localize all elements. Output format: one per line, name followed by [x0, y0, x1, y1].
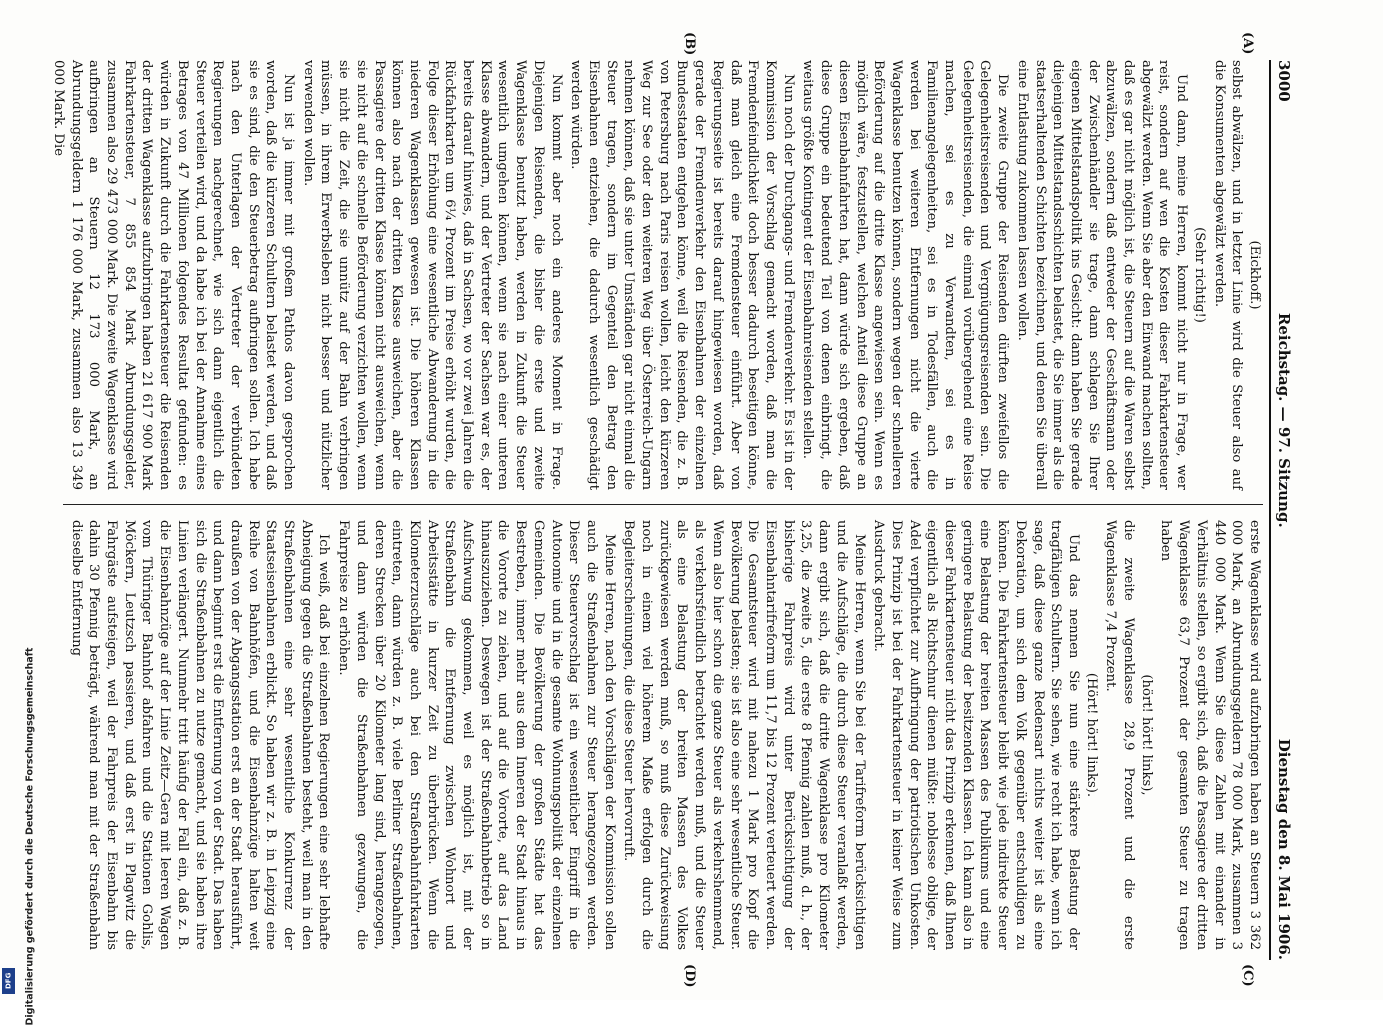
interjection: (hört! hört! links), [1138, 674, 1154, 796]
margin-marker-d: (D) [682, 964, 697, 988]
rotated-page-content [47, 32, 1297, 988]
paragraph: Nun noch der Durchgangs- und Fremdenverkehr. Es ist in der Kommission der Vorschlag gemacht worden, daß man die Fremdenfeindlichkeit doch besser dadurch beseitigen könne, daß man gleich eine Fremdensteuer einführt. Aber von Regierungsseite ist bereits darauf hingewiesen worden, daß gerade der Fremdenverkehr den Eisenbahnen der einzelnen Bundesstaaten entgehen könne, weil die Reisenden, die z. B. von Petersburg nach Paris reisen wollen, leicht den kürzeren Weg zur See oder den weiteren Weg über Österreich-Ungarn nehmen können, daß sie unter Umständen gar nicht einmal die Steuer tragen, sondern im Gegenteil den Betrag den Eisenbahnen entziehen, die dadurch wesentlich geschädigt werden würden. [568, 60, 796, 490]
margin-marker-a: (A) [1240, 32, 1255, 55]
funding-notice: Digitalisierung gefördert durch die Deutsche Forschungsgemeinschaft [24, 647, 36, 1026]
paragraph: erste Wagenklasse wird aufzubringen haben an Steuern 3 362 000 Mark, an Abrundungsgeldern 78 000 Mark, zusammen 3 440 000 Mark. Wenn Sie diese Zahlen mit einander in Verhältnis stellen, so ergibt sich, daß die Passagiere der dritten Wagenklasse 63,7 Prozent der gesamten Steuer zu tragen haben [1158, 520, 1262, 950]
speaker-name: (Eickhoff.) [1247, 240, 1262, 310]
paragraph: Ich weiß, daß bei einzelnen Regierungen eine sehr lebhafte Abneigung gegen die Straßenbahnen besteht, weil man in den Straßenbahnen eine sehr wesentliche Konkurrenz der Staatseisenbahnen erblickt. So haben wir z. B. in Leipzig eine Reihe von Bahnhöfen, und die Eisenbahnzüge halten weit draußen von der Abgangsstation erst an der Stadt herausführt, und dann beginnt erst die Entfernung von der Stadt. Das haben sich die Straßenbahnen zu nutze gemacht, und sie haben ihre Linien verlängert. Nunmehr tritt häufig der Fall ein, daß z. B. die Eisenbahnzüge auf der Linie Zeitz—Gera mit leeren Wagen vom Thüringer Bahnhof abfahren und die Stationen Gohlis, Möckern, Leutzsch passieren, und daß erst in Plagwitz die Fahrgäste aufsteigen, weil der Fahrpreis der Eisenbahn bis dahin 30 Pfennig beträgt, während man mit der Straßenbahn dieselbe Entfernung [68, 520, 332, 950]
digitization-footer [0, 140, 36, 1026]
page-header [1269, 60, 1297, 960]
right-column [63, 520, 1263, 950]
paragraph: Meine Herren, wenn Sie bei der Tarifreform berücksichtigen und die Aufschläge, die durch diese Steuer veranlaßt werden, dann ergibt sich, daß die dritte Wagenklasse pro Kilometer 3,25, die zweite 5, die erste 8 Pfennig zahlen muß, d. h., der bisherige Fahrpreis wird unter Berücksichtigung der Eisenbahntarifreform um 11,7 bis 12 Prozent verteuert werden. Die Gesamtsteuer wird mit nahezu 1 Mark pro Kopf die Bevölkerung belasten; sie ist also eine sehr wesentliche Steuer. Wenn also hier schon die ganze Steuer als verkehrshemmend, als verkehrsfeindlich betrachtet werden muß, und die Steuer als eine Belastung der breiten Massen des Volkes zurückgewiesen werden muß, so muß diese Zurückweisung noch in einem viel höherem Maße erfolgen durch die Begleiterscheinungen, die diese Steuer hervorruft. [621, 520, 867, 950]
margin-marker-b: (B) [682, 32, 697, 56]
page-date: Dienstag den 8. Mai 1906. [1275, 738, 1293, 960]
page-title: Reichstag. — 97. Sitzung. [1275, 312, 1293, 528]
column-divider [63, 504, 1263, 505]
paragraph: Und das nennen Sie nun eine stärkere Belastung der tragfähigen Schultern. Sie sehen, wie recht ich habe, wenn ich sage, daß diese ganze Redensart nichts weiter ist als eine Dekoration, um sich dem Volk gegenüber entschuldigen zu können. Die Fahrkartensteuer bleibt wie jede indirekte Steuer eine Belastung der breiten Massen des Publikums und eine geringere Belastung der besitzenden Klassen. Ich kann also in dieser Fahrkartensteuer nicht das Prinzip erkennen, daß Ihnen eigentlich als Richtschnur dienen müßte: noblesse oblige, der Adel verpflichtet zur Aufbringung der patriotischen Unkosten. Dies Prinzip ist bei der Fahrkartensteuer in keiner Weise zum Ausdruck gebracht. [871, 520, 1081, 950]
paragraph: Nun ist ja immer mit großem Pathos davon gesprochen worden, daß die kürzeren Schultern belastet werden, und daß sie es sind, die den Steuerbetrag aufbringen sollen. Ich habe nach den Unterlagen der Vertreter der verbündeten Regierungen nachgerechnet, wie sich dann eigentlich die Steuer verteilen wird, und da habe ich bei der Annahme eines Betrages von 47 Millionen folgendes Resultat gefunden: es würden in Zukunft durch die Fahrkartensteuer die Reisenden der dritten Wagenklasse aufzubringen haben 21 617 900 Mark Fahrkartensteuer, 7 855 854 Mark Abrundungsgelder, zusammen also 29 473 000 Mark. Die zweite Wagenklasse wird aufbringen an Steuern 12 173 000 Mark, an Abrundungsgeldern 1 176 000 Mark, zusammen also 13 349 000 Mark. Die [50, 60, 297, 490]
paragraph: selbst abwälzen, und in letzter Linie wird die Steuer also auf die Konsumenten abgewälzt werden. [1211, 60, 1245, 490]
paragraph: Und dann, meine Herren, kommt nicht nur in Frage, wer reist, sondern auf wen die Kosten dieser Fahrkartensteuer abgewälzt werden. Wenn Sie aber den Einwand machen sollten, daß es gar nicht möglich ist, die Steuern auf die Waren selbst abzuwälzen, sondern daß entweder der Geschäftsmann oder der Zwischenhändler sie trage, dann schlagen Sie Ihrer eigenen Mittelstandspolitik ins Gesicht: dann haben Sie gerade diejenigen Mittelstandsschichten belastet, die Sie immer als die staatserhaltenden Schichten bezeichnen, und denen Sie überall eine Entlastung zukommen lassen wollen. [1014, 60, 1190, 490]
dfg-logo: DFG [2, 968, 15, 994]
margin-marker-c: (C) [1240, 964, 1255, 987]
interjection: (Hört! hört! links). [1083, 672, 1099, 798]
page-number: 3000 [1275, 60, 1293, 102]
paragraph: Die zweite Gruppe der Reisenden dürften zweifellos die Gelegenheitsreisenden und Vergnügungsreisenden sein. Die Gelegenheitsreisenden, die einmal vorübergehend eine Reise machen, sei es zu Verwandten, sei es in Familienangelegenheiten, sei es in Todesfällen, auch die werden bei weiteren Entfernungen nicht die vierte Wagenklasse benutzen können, sondern wegen der schnelleren Beförderung auf die dritte Klasse angewiesen sein. Wenn es möglich wäre, festzustellen, welchen Anteil diese Gruppe an diesen Eisenbahnfahrten hat, dann würde sich ergeben, daß diese Gruppe ein bedeutend Teil von denen einbringt, die weitaus größte Kontingent der Eisenbahnreisenden stellen. [800, 60, 1011, 490]
paragraph: Meine Herren, nach den Vorschlägen der Kommission sollen auch die Straßenbahnen zur Steuer herangezogen werden. Dieser Steuervorschlag ist ein wesentlicher Eingriff in die Autonomie und in die gesamte Wohnungspolitik der einzelnen Gemeinden. Die Bevölkerung der großen Städte hat das Bestreben, immer mehr aus dem Inneren der Stadt hinaus in die Vororte zu ziehen, und auf die Vororte, auf das Land hinauszuziehen. Deswegen ist der Straßenbahnbetrieb so in Aufschwung gekommen, weil es möglich ist, mit der Straßenbahn die Entfernung zwischen Wohnort und Arbeitsstätte in kurzer Zeit zu überbrücken. Wenn die Kilometerzuschläge auch bei den Straßenbahnfahrkarten eintreten, dann würden z. B. viele Berliner Straßenbahnen, deren Strecken über 20 Kilometer lang sind, herangezogen, und dann würden die Straßenbahnen gezwungen, die Fahrpreise zu erhöhen. [336, 520, 617, 950]
paragraph: die zweite Wagenklasse 28,9 Prozent und die erste Wagenklasse 7,4 Prozent. [1103, 520, 1137, 950]
interjection: (Sehr richtig!) [1191, 227, 1207, 323]
left-column [50, 60, 1263, 490]
paragraph: Nun kommt aber noch ein anderes Moment in Frage. Diejenigen Reisenden, die bisher die erste und zweite Wagenklasse benutzt haben, werden in Zukunft die Steuer wesentlich umgehen können, wenn sie nach einer unteren Klasse abwandern, und der Vertreter der Sachsen war es, der bereits darauf hinwies, daß in Sachsen, wo vor zwei Jahren die Rückfahrkarten um 6¼ Prozent im Preise erhöht wurden, die Folge dieser Erhöhung eine wesentliche Abwanderung in die niederen Wagenklassen gewesen ist. Die höheren Klassen können also nach der dritten Klasse ausweichen, aber die Passagiere der dritten Klasse können nicht ausweichen, wenn sie nicht auf die schnelle Beförderung verzichten wollen, wenn sie nicht die Zeit, die sie unnütz auf der Bahn verbringen müssen, in ihrem Erwerbsleben nicht besser und nützlicher verwenden wollen. [300, 60, 564, 490]
